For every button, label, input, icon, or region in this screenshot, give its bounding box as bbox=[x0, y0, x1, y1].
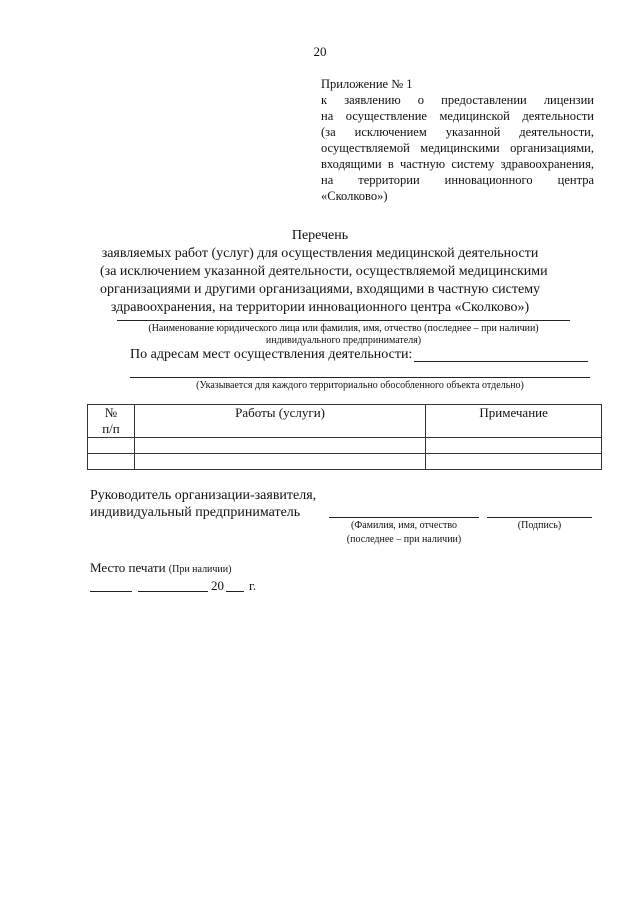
stamp-place bbox=[90, 560, 231, 576]
address-hint: (Указывается для каждого территориально обособленного объекта отдельно) bbox=[196, 380, 524, 391]
appendix-line: на территории инновационного центра bbox=[321, 173, 594, 187]
name-caption bbox=[329, 519, 479, 547]
appendix-line: входящими в частную систему здравоохранения, bbox=[321, 157, 594, 171]
table-cell-number[interactable] bbox=[88, 454, 135, 470]
title-line: здравоохранения, на территории инновационного центра «Сколково») bbox=[110, 300, 530, 315]
applicant-hint-line2: индивидуального предпринимателя) bbox=[265, 335, 422, 346]
appendix-line: к заявлению о предоставлении лицензии bbox=[321, 93, 594, 107]
stamp-label: Место печати bbox=[90, 560, 166, 575]
appendix-line: «Сколково») bbox=[321, 189, 388, 203]
header-works: Работы (услуги) bbox=[134, 405, 425, 438]
header-number-line2: п/п bbox=[102, 421, 120, 436]
date-year-field[interactable] bbox=[226, 591, 244, 592]
table-row bbox=[88, 454, 602, 470]
signature-caption: (Подпись) bbox=[517, 520, 562, 531]
table-cell-works[interactable] bbox=[134, 454, 425, 470]
signature-field[interactable] bbox=[487, 517, 592, 518]
signer-block bbox=[90, 487, 316, 521]
header-note: Примечание bbox=[426, 405, 602, 438]
stamp-note: (При наличии) bbox=[168, 564, 232, 575]
header-number bbox=[88, 405, 135, 438]
signer-line2: индивидуальный предприниматель bbox=[90, 505, 301, 520]
name-caption-line1: (Фамилия, имя, отчество bbox=[351, 520, 457, 531]
signer-name-field[interactable] bbox=[329, 517, 479, 518]
document-title bbox=[100, 227, 548, 317]
title-line: (за исключением указанной деятельности, осуществляемой медицинскими bbox=[100, 264, 548, 279]
table-row bbox=[88, 438, 602, 454]
table-header-row bbox=[88, 405, 602, 438]
address-label: По адресам мест осуществления деятельности: bbox=[130, 347, 413, 362]
date-month-field[interactable] bbox=[138, 591, 208, 592]
appendix-line: (за исключением указанной деятельности, bbox=[321, 125, 594, 139]
table-cell-note[interactable] bbox=[426, 454, 602, 470]
table-cell-number[interactable] bbox=[88, 438, 135, 454]
appendix-line: на осуществление медицинской деятельности bbox=[321, 109, 594, 123]
date-day-field[interactable] bbox=[90, 591, 132, 592]
appendix-line: осуществляемой медицинскими организациями, bbox=[321, 141, 594, 155]
date-suffix: г. bbox=[249, 578, 257, 593]
table-cell-works[interactable] bbox=[134, 438, 425, 454]
title-heading: Перечень bbox=[291, 228, 349, 243]
date-year-prefix: 20 bbox=[211, 578, 224, 593]
signer-line1: Руководитель организации-заявителя, bbox=[90, 488, 317, 503]
title-line: заявляемых работ (услуг) для осуществления медицинской деятельности bbox=[101, 246, 539, 261]
appendix-heading: Приложение № 1 bbox=[321, 77, 413, 91]
table-cell-note[interactable] bbox=[426, 438, 602, 454]
address-field[interactable] bbox=[414, 361, 588, 362]
address-field-continued[interactable] bbox=[130, 377, 590, 378]
applicant-hint-line1: (Наименование юридического лица или фамилия, имя, отчество (последнее – при наличии) bbox=[148, 323, 539, 334]
applicant-name-field[interactable] bbox=[117, 320, 570, 321]
header-number-line1: № bbox=[104, 405, 118, 420]
title-line: организациями и другими организациями, входящими в частную систему bbox=[100, 282, 541, 297]
appendix-block bbox=[321, 76, 594, 204]
works-table bbox=[87, 404, 602, 470]
name-caption-line2: (последнее – при наличии) bbox=[346, 534, 462, 545]
page-number: 20 bbox=[313, 44, 327, 59]
